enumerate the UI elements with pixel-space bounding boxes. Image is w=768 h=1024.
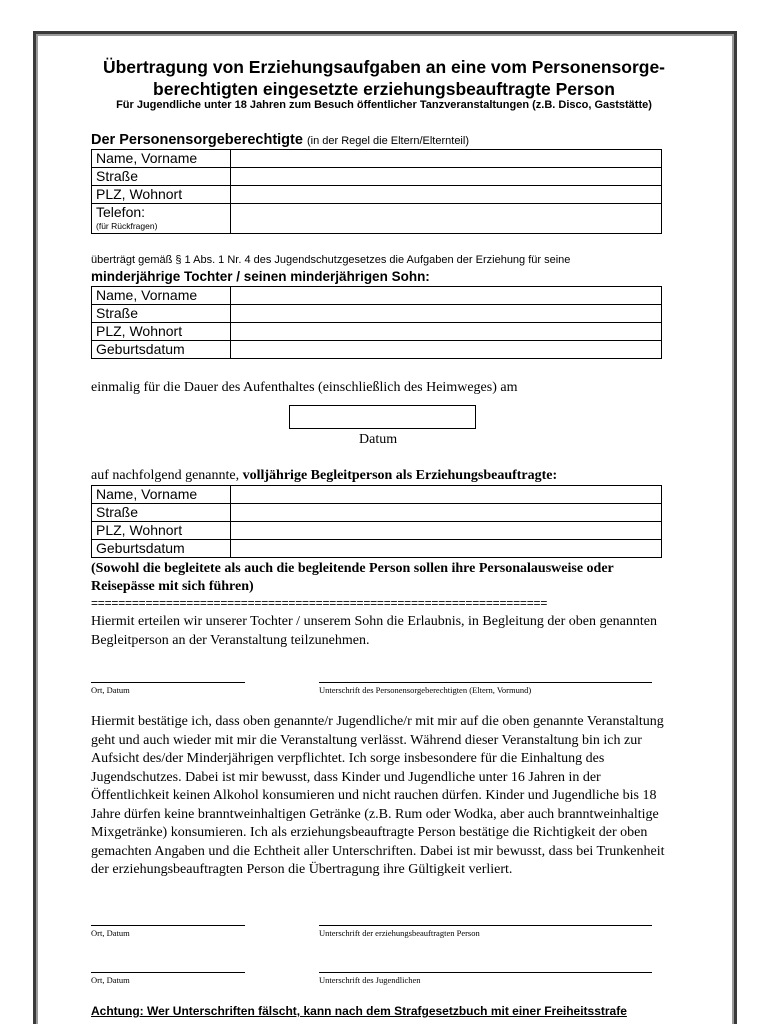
guardian-phone-note: (für Rückfragen) (96, 221, 158, 231)
companion-city-label: PLZ, Wohnort (92, 522, 231, 540)
minor-heading: minderjährige Tochter / seinen minderjährigen Sohn: (91, 269, 430, 284)
document-title-line2: berechtigten eingesetzte erziehungsbeauftragte Person (153, 79, 615, 99)
sig1-place-date-label: Ort, Datum (91, 685, 130, 695)
minor-birthdate-label: Geburtsdatum (92, 341, 231, 359)
table-row (92, 323, 662, 341)
companion-street-label: Straße (92, 504, 231, 522)
sig2-place-date-line[interactable] (91, 925, 245, 926)
permission-text: Hiermit erteilen wir unserer Tochter / unserem Sohn die Erlaubnis, in Begleitung der oben genannten Begleitperson an der Veranstaltung teilzunehmen. (91, 614, 657, 648)
companion-street-field[interactable] (231, 504, 662, 522)
table-row (92, 150, 662, 168)
guardian-heading-label: Der Personensorgeberechtigte (91, 132, 303, 148)
companion-intro-bold: volljährige Begleitperson als Erziehungsbeauftragte: (242, 468, 558, 483)
minor-table (91, 286, 662, 359)
guardian-phone-label: Telefon: (96, 204, 146, 220)
once-text: einmalig für die Dauer des Aufenthaltes (einschließlich des Heimweges) am (91, 380, 518, 395)
forgery-warning: Achtung: Wer Unterschriften fälscht, kann nach dem Strafgesetzbuch mit einer Freiheitsstrafe (91, 1004, 627, 1018)
sig1-place-date-line[interactable] (91, 682, 245, 683)
guardian-street-field[interactable] (231, 168, 662, 186)
sig2-place-date-label: Ort, Datum (91, 928, 130, 938)
table-row (92, 168, 662, 186)
minor-name-field[interactable] (231, 287, 662, 305)
sig2-signature-line[interactable] (319, 925, 652, 926)
guardian-heading-note: (in der Regel die Eltern/Elternteil) (306, 135, 469, 147)
guardian-table (91, 149, 662, 234)
id-note-line2: Reisepässe mit sich führen) (91, 579, 254, 594)
companion-table (91, 485, 662, 558)
sig3-signature-label: Unterschrift des Jugendlichen (319, 975, 421, 985)
guardian-city-label: PLZ, Wohnort (92, 186, 231, 204)
minor-name-label: Name, Vorname (92, 287, 231, 305)
separator-line: =================================================================== (91, 596, 548, 610)
guardian-name-field[interactable] (231, 150, 662, 168)
guardian-street-label: Straße (92, 168, 231, 186)
table-row (92, 287, 662, 305)
guardian-heading (91, 132, 469, 148)
date-input[interactable] (289, 405, 476, 429)
guardian-name-label: Name, Vorname (92, 150, 231, 168)
guardian-phone-field[interactable] (231, 204, 662, 234)
table-row (92, 486, 662, 504)
confirmation-text: Hiermit bestätige ich, dass oben genannte/r Jugendliche/r mit mir auf die oben genannte Veranstaltung geht und auch wieder mit mir die Veranstaltung verlässt. Während dieser Veranstaltung bin ich zur Aufsicht des/der Minderjährigen verpflichtet. Ich sorge insbesondere für die Einhaltung des Jugendschutzes. Dabei ist mir bewusst, dass Kinder und Jugendliche unter 16 Jahren in der Öffentlichkeit keinen Alkohol konsumieren und nicht rauchen dürfen. Kinder und Jugendliche bis 18 Jahre dürfen keine branntweinhaltigen Getränke (z.B. Rum oder Wodka, aber auch branntweinhaltige Mixgetränke) konsumieren. Ich als erziehungsbeauftragte Person bestätige die Richtigkeit der oben gemachten Angaben und die Echtheit aller Unterschriften. Dabei ist mir bewusst, dass bei Trunkenheit der erziehungsbeauftragten Person die Übertragung ihre Gültigkeit verliert. (91, 714, 665, 877)
sig3-place-date-line[interactable] (91, 972, 245, 973)
table-row (92, 522, 662, 540)
minor-city-field[interactable] (231, 323, 662, 341)
page-border-right (734, 31, 737, 1024)
companion-birthdate-label: Geburtsdatum (92, 540, 231, 558)
sig1-signature-line[interactable] (319, 682, 652, 683)
id-note-line1: (Sowohl die begleitete als auch die begleitende Person sollen ihre Personalausweise oder (91, 561, 614, 576)
companion-name-field[interactable] (231, 486, 662, 504)
minor-city-label: PLZ, Wohnort (92, 323, 231, 341)
table-row (92, 540, 662, 558)
companion-name-label: Name, Vorname (92, 486, 231, 504)
table-row (92, 341, 662, 359)
companion-intro-text: auf nachfolgend genannte, (91, 468, 243, 483)
sig3-place-date-label: Ort, Datum (91, 975, 130, 985)
page-border-left-shadow (36, 34, 38, 1024)
sig1-signature-label: Unterschrift des Personensorgeberechtigten (Eltern, Vormund) (319, 685, 532, 695)
minor-birthdate-field[interactable] (231, 341, 662, 359)
document-subtitle: Für Jugendliche unter 18 Jahren zum Besuch öffentlicher Tanzveranstaltungen (z.B. Disco, Gaststätte) (116, 99, 652, 111)
date-label: Datum (359, 432, 398, 447)
page-border-top-shadow (36, 34, 734, 36)
page-border-right-shadow (732, 34, 734, 1024)
table-row (92, 204, 662, 234)
guardian-phone-label-cell (92, 204, 231, 234)
sig2-signature-label: Unterschrift der erziehungsbeauftragten Person (319, 928, 480, 938)
table-row (92, 305, 662, 323)
companion-city-field[interactable] (231, 522, 662, 540)
guardian-city-field[interactable] (231, 186, 662, 204)
companion-birthdate-field[interactable] (231, 540, 662, 558)
table-row (92, 504, 662, 522)
minor-street-field[interactable] (231, 305, 662, 323)
transfer-text: überträgt gemäß § 1 Abs. 1 Nr. 4 des Jugendschutzgesetzes die Aufgaben der Erziehung für seine (91, 254, 571, 266)
document-title-line1: Übertragung von Erziehungsaufgaben an eine vom Personensorge- (102, 57, 666, 77)
sig3-signature-line[interactable] (319, 972, 652, 973)
table-row (92, 186, 662, 204)
minor-street-label: Straße (92, 305, 231, 323)
companion-intro (91, 468, 557, 484)
